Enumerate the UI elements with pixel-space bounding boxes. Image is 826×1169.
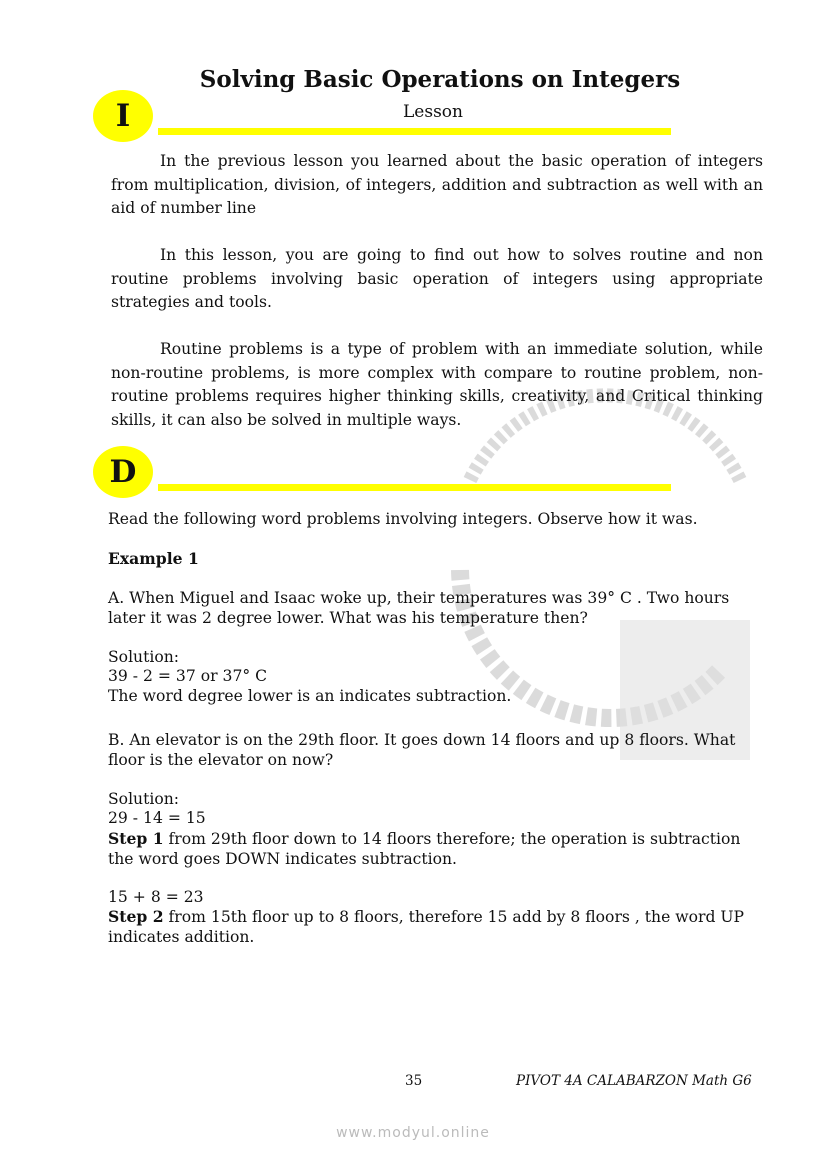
publication-name: PIVOT 4A CALABARZON Math G6 — [516, 1073, 752, 1089]
intro-paragraph: Routine problems is a type of problem with an immediate solution, while non-routine problems, is more complex with compare to routine problem, non-routine problems requires higher thinking skills, creativity, and Critical thinking skills, it can also be solved in multiple ways. — [111, 340, 763, 429]
solution-label: Solution: — [108, 648, 180, 666]
problem-a-question: A. When Miguel and Isaac woke up, their temperatures was 39° C . Two hours later it was 2 degree lower. What was his temperature then? — [108, 589, 730, 627]
problem-a-equation: 39 - 2 = 37 or 37° C — [108, 667, 268, 685]
watermark: www.modyul.online — [336, 1125, 490, 1141]
step-1: Step 1 from 29th floor down to 14 floors therefore; the operation is subtraction the word goes DOWN indicates subtraction. — [108, 829, 741, 868]
intro-paragraph: In this lesson, you are going to find out how to solves routine and non routine problems involving basic operation of integers using appropriate strategies and tools. — [111, 246, 763, 312]
problem-b-equation-2: 15 + 8 = 23 — [108, 888, 204, 906]
problem-b-equation-1: 29 - 14 = 15 — [108, 809, 206, 827]
section-divider — [158, 484, 671, 491]
problem-b-question: B. An elevator is on the 29th floor. It goes down 14 floors and up 8 floors. What floor is the elevator on now? — [108, 731, 736, 769]
page-title: Solving Basic Operations on Integers — [199, 66, 681, 93]
problem-a-note: The word degree lower is an indicates subtraction. — [108, 687, 512, 705]
faded-seal-stamp — [440, 370, 760, 790]
step-2: Step 2 from 15th floor up to 8 floors, therefore 15 add by 8 floors , the word UP indicates addition. — [108, 907, 745, 946]
example-label: Example 1 — [108, 549, 199, 568]
solution-label: Solution: — [108, 790, 180, 808]
section-badge-develop: D — [93, 446, 153, 498]
section-badge-introduction: I — [93, 90, 153, 142]
page-number: 35 — [405, 1073, 423, 1089]
page-subtitle: Lesson — [403, 102, 463, 122]
section-divider — [158, 128, 671, 135]
instruction-text: Read the following word problems involving integers. Observe how it was. — [108, 510, 698, 528]
intro-paragraph: In the previous lesson you learned about the basic operation of integers from multiplication, division, of integers, addition and subtraction as well with an aid of number line — [111, 152, 763, 218]
